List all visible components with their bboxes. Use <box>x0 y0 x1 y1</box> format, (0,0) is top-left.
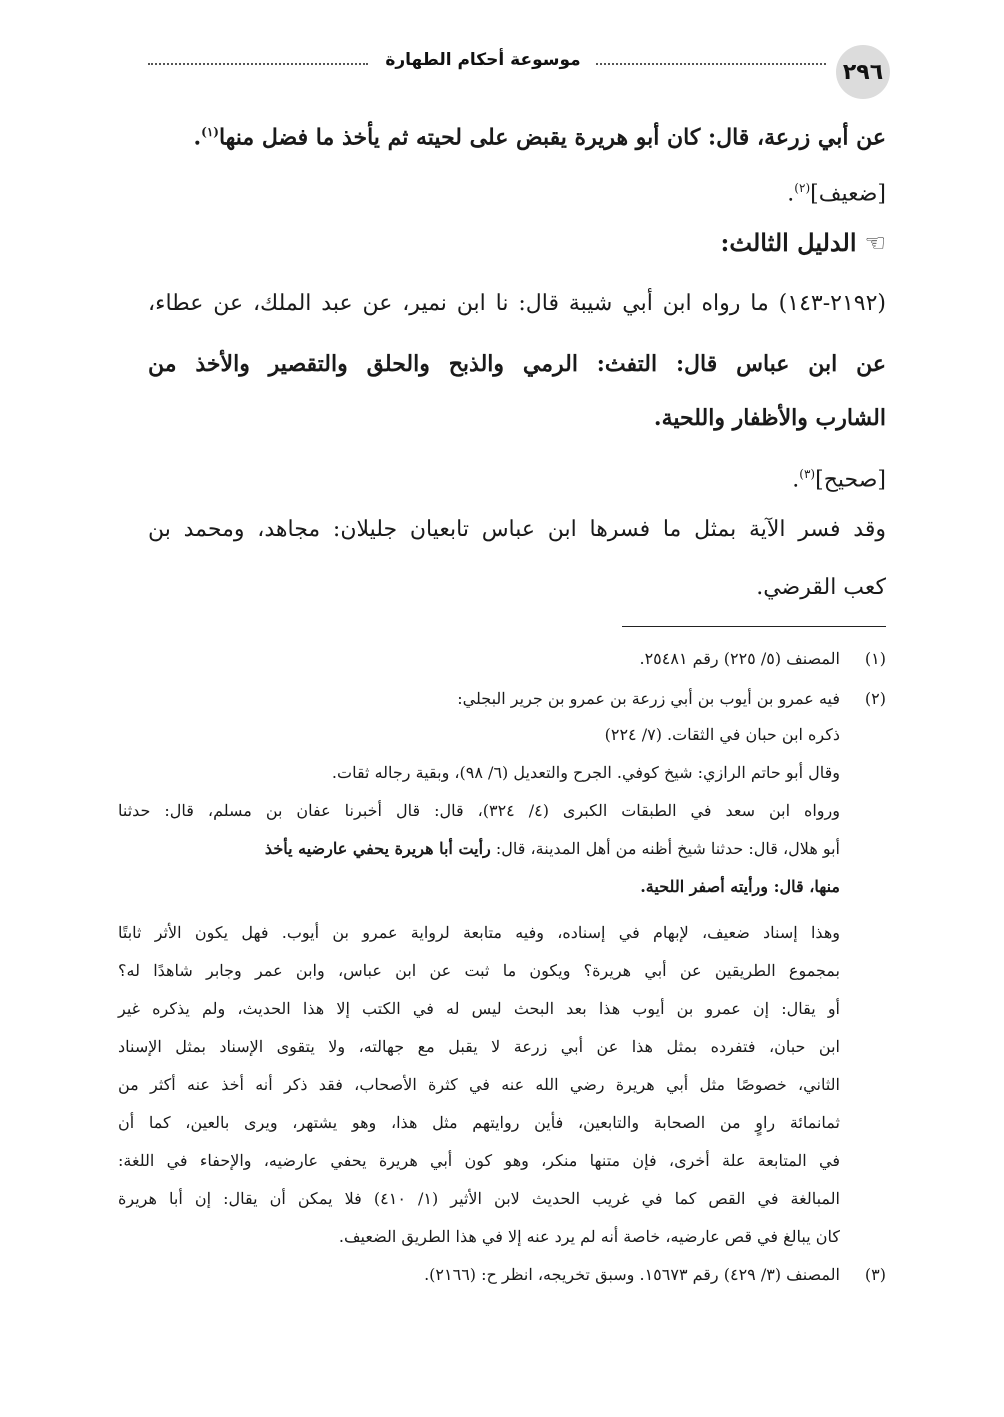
page-number: ٢٩٦ <box>836 45 890 99</box>
footnote-divider <box>622 626 886 627</box>
matn-line-1: عن ابن عباس قال: التفث: الرمي والذبح والحلق والتقصير والأخذ من <box>148 351 886 377</box>
header-dotted-rule-right <box>596 63 826 65</box>
isnad-line: (٢١٩٢-١٤٣) ما رواه ابن أبي شيبة قال: نا ابن نمير، عن عبد الملك، عن عطاء، <box>148 291 886 316</box>
running-header-title: موسوعة أحكام الطهارة <box>385 50 581 70</box>
section-heading-text: الدليل الثالث: <box>720 228 857 257</box>
footnote-text: المصنف (٣/ ٤٢٩) رقم ١٥٦٧٣. وسبق تخريجه، انظر ح: (٢١٦٦). <box>424 1265 840 1284</box>
footnote-2-line: ابن حبان، فتفرده بمثل هذا عن أبي زرعة لا يقبل مع جهالته، ولا يتقوى الإسناد بمثل الإسناد <box>118 1037 840 1056</box>
narration-line: عن أبي زرعة، قال: كان أبو هريرة يقبض على لحيته ثم يأخذ ما فضل منها$^{(١)}$. <box>193 124 886 151</box>
grade-sahih: [صحيح]$^{(٣)}$. <box>792 467 886 493</box>
footnote-2-line: أو يقال: إن عمرو بن أيوب هذا بعد البحث ليس له في الكتب إلا هذا الحديث، ولم يذكره غير <box>118 999 840 1018</box>
footnote-2-line: كان يبالغ في قص عارضيه، خاصة أنه لم يرد عنه إلا في هذا الطريق الضعيف. <box>338 1227 840 1246</box>
footnote-2-line: وهذا إسناد ضعيف، لإبهام في إسناده، وفيه متابعة لرواية عمرو بن أيوب. فهل يكون الأثر ثابتًا <box>118 923 840 942</box>
footnote-2-line: الثاني، خصوصًا مثل أبي هريرة رضي الله عنه في كثرة الأصحاب، فقد ذكر أنه أخذ عنه أكثر من <box>118 1075 840 1094</box>
footnote-2-line: فيه عمرو بن أيوب بن أبي زرعة بن عمرو بن جرير البجلي: <box>457 689 840 708</box>
footnote-ref-2[interactable]: (٢) <box>794 181 811 195</box>
header-dotted-rule-left <box>148 63 368 65</box>
footnote-number: (١) <box>864 649 886 668</box>
footnote-2-line: ورواه ابن سعد في الطبقات الكبرى (٤/ ٣٢٤)، قال: قال أخبرنا عفان بن مسلم، قال: حدثنا <box>118 801 840 820</box>
footnote-ref-1[interactable]: (١) <box>201 125 219 139</box>
footnote-2-line: بمجموع الطريقين عن أبي هريرة؟ ويكون ما ثبت عن ابن عباس، وابن عمر وجابر شاهدًا له؟ <box>118 961 840 980</box>
footnote-ref-3[interactable]: (٣) <box>799 467 816 481</box>
footnote-2-line: وقال أبو حاتم الرازي: شيخ كوفي. الجرح والتعديل (٦/ ٩٨)، وبقية رجاله ثقات. <box>331 763 840 782</box>
commentary-line-1: وقد فسر الآية بمثل ما فسرها ابن عباس تابعيان جليلان: مجاهد، ومحمد بن <box>148 517 886 542</box>
footnote-number: (٢) <box>864 689 886 708</box>
commentary-line-2: كعب القرضي. <box>756 575 886 600</box>
footnote-2-line: في المتابعة علة أخرى، فإن متنها منكر، وهو كون أبي هريرة يحفي عارضيه، والإحفاء في اللغة: <box>118 1151 840 1170</box>
footnote-2-line: ثمانمائة راوٍ من الصحابة والتابعين، فأين روايتهم مثل هذا، وهو يشتهر، ويرى بالعين، كما أن <box>118 1113 840 1132</box>
footnote-text: المصنف (٥/ ٢٢٥) رقم ٢٥٤٨١. <box>639 649 840 668</box>
footnote-number: (٣) <box>864 1265 886 1284</box>
quoted-athar: رأيت أبا هريرة يحفي عارضيه يأخذ <box>264 839 491 858</box>
matn-line-2: الشارب والأظفار واللحية. <box>653 405 886 431</box>
footnote-2-line: ذكره ابن حبان في الثقات. (٧/ ٢٢٤) <box>604 725 840 744</box>
pointing-hand-icon: ☜ <box>864 228 886 257</box>
grade-weak: [ضعيف]$^{(٢)}$. <box>787 181 886 207</box>
footnote-2-line: منها، قال: ورأيته أصفر اللحية. <box>640 877 840 896</box>
footnote-2-line: المبالغة في القص كما في غريب الحديث لابن الأثير (١/ ٤١٠) فلا يمكن أن يقال: إن أبا هريرة <box>118 1189 841 1208</box>
section-heading <box>721 228 886 257</box>
footnote-2-line: أبو هلال، قال: حدثنا شيخ أظنه من أهل المدينة، قال: رأيت أبا هريرة يحفي عارضيه يأخذ <box>264 839 840 858</box>
